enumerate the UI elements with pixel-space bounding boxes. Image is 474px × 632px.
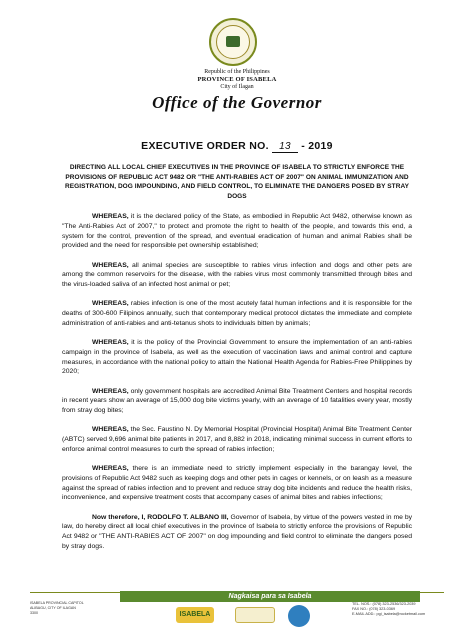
whereas-paragraph-3 <box>62 299 412 328</box>
closing-lead: Now therefore, I, <box>92 513 146 521</box>
order-number: 13 <box>272 141 298 153</box>
order-year: - 2019 <box>301 140 333 152</box>
order-label: EXECUTIVE ORDER NO. <box>141 140 269 152</box>
whereas-paragraph-7 <box>62 464 412 503</box>
contact-line: FAX NO.: (078) 323-0369 <box>352 607 396 611</box>
closing-paragraph <box>62 513 412 552</box>
whereas-label: WHEREAS, <box>92 213 129 220</box>
whereas-label: WHEREAS, <box>92 426 129 434</box>
whereas-label: WHEREAS, <box>92 387 129 395</box>
letterhead-city: City of Ilagan <box>220 84 254 90</box>
whereas-paragraph-2 <box>62 261 412 290</box>
paragraph-text: there is an immediate need to strictly implement especially in the barangay level, the provisions of Republic Act 9482 such as keeping dogs and other pets in cages or kennels, or on leash as a measure against the spread of rabies infection and to prevent and reduce stray dog bite incidents and reduce the health risks, inconvenience, and expensive treatment costs that accompany cases of animal bites and rabies infections; <box>62 465 412 502</box>
provincial-seal-icon <box>209 18 257 66</box>
whereas-label: WHEREAS, <box>92 300 129 308</box>
whereas-paragraph-4 <box>62 338 412 377</box>
whereas-label: WHEREAS, <box>92 339 129 346</box>
letterhead-republic: Republic of the Philippines <box>204 69 270 75</box>
address-line: ISABELA PROVINCIAL CAPITOL <box>30 601 84 605</box>
footer-address <box>30 601 126 616</box>
footer-tagline: Nagkaisa para sa Isabela <box>120 591 420 602</box>
whereas-paragraph-1 <box>62 212 412 251</box>
closing-text: Governor of Isabela, by virtue of the powers vested in me by law, do hereby direct all local chief executives in the province of Isabela to strictly enforce the provisions of Republic Act 9482 or "THE ANTI-RABIES ACT OF 2007" on dog impounding and field control to eliminate the dangers posed by stray dogs. <box>62 513 412 550</box>
paragraph-text: all animal species are susceptible to rabies virus infection and dogs and other pets are among the common reservoirs for the disease, with the rabies virus most commonly transmitted through bites and the virus-loaded saliva of an infected host animal or pet; <box>62 261 412 288</box>
paragraph-text: it is the policy of the Provincial Government to ensure the implementation of an anti-rabies campaign in the province of Isabela, as well as the execution of vaccination laws and animal control and capture measures, in accordance with the national policy to attain the National Health Agenda for Rabies-Free Philippines by 2020; <box>62 339 412 376</box>
footer <box>30 592 444 629</box>
whereas-label: WHEREAS, <box>92 465 129 472</box>
address-line: 3300 <box>30 611 38 615</box>
paragraph-text: only government hospitals are accredited Animal Bite Treatment Centers and hospital records in recent years show an average of 15,000 dog bite victims yearly, with an average of 10 fatalities every year, mostly from stray dog bites; <box>62 387 412 414</box>
address-line: ALIBAGU, CITY OF ILAGAN <box>30 606 76 610</box>
whereas-paragraph-5 <box>62 387 412 416</box>
whereas-paragraph-6 <box>62 425 412 454</box>
governor-name: RODOLFO T. ALBANO III, <box>147 513 229 521</box>
contact-line: E-MAIL ADD.: pgi_isabela@rocketmail.com <box>352 612 426 616</box>
paragraph-text: the Sec. Faustino N. Dy Memorial Hospital (Provincial Hospital) Animal Bite Treatment Center (ABTC) served 9,696 animal bite patients in 2017, and 8,882 in 2018, indicating minimal success in current efforts to enforce animal control measures to curb the spread of rabies infection; <box>62 426 412 453</box>
tourism-logo-icon <box>235 607 275 623</box>
paragraph-text: it is the declared policy of the State, as embodied in Republic Act 9482, otherwise known as "The Anti-Rabies Act of 2007," to protect and promote the right to health of the people, and towards this end, a system for the control, prevention of the spread, and eventual eradication of human and animal Rabies shall be provided and the need for responsible pet ownership established; <box>62 213 413 250</box>
contact-line: TEL. NOS.: (078) 323-2536/323-2039 <box>352 602 416 606</box>
office-of-the-governor: Office of the Governor <box>152 93 322 112</box>
paragraph-text: rabies infection is one of the most acutely fatal human infections and it is responsible for the deaths of 300-600 Filipinos annually, such that contemporary medical protocol dictates the immediate and complete administration of anti-rabies and anti-tetanus shots to individuals bitten by animals; <box>62 300 413 327</box>
order-body <box>62 212 412 561</box>
executive-order-heading <box>0 140 474 153</box>
seal-logo-icon <box>288 605 310 627</box>
whereas-label: WHEREAS, <box>92 261 129 269</box>
footer-contact <box>352 602 444 617</box>
letterhead-province: PROVINCE OF ISABELA <box>197 76 277 83</box>
order-title: DIRECTING ALL LOCAL CHIEF EXECUTIVES IN THE PROVINCE OF ISABELA TO STRICTLY ENFORCE THE PROVISIONS OF REPUBLIC ACT 9482 OR "THE ANTI-RABIES ACT OF 2007" ON ANIMAL IMMUNIZATION AND REGISTRATION, DOG IMPOUNDING, AND FIELD CONTROL, TO ELIMINATE THE DANGERS POSED BY STRAY DOGS <box>65 164 409 200</box>
isabela-logo-icon: ISABELA <box>176 607 214 623</box>
